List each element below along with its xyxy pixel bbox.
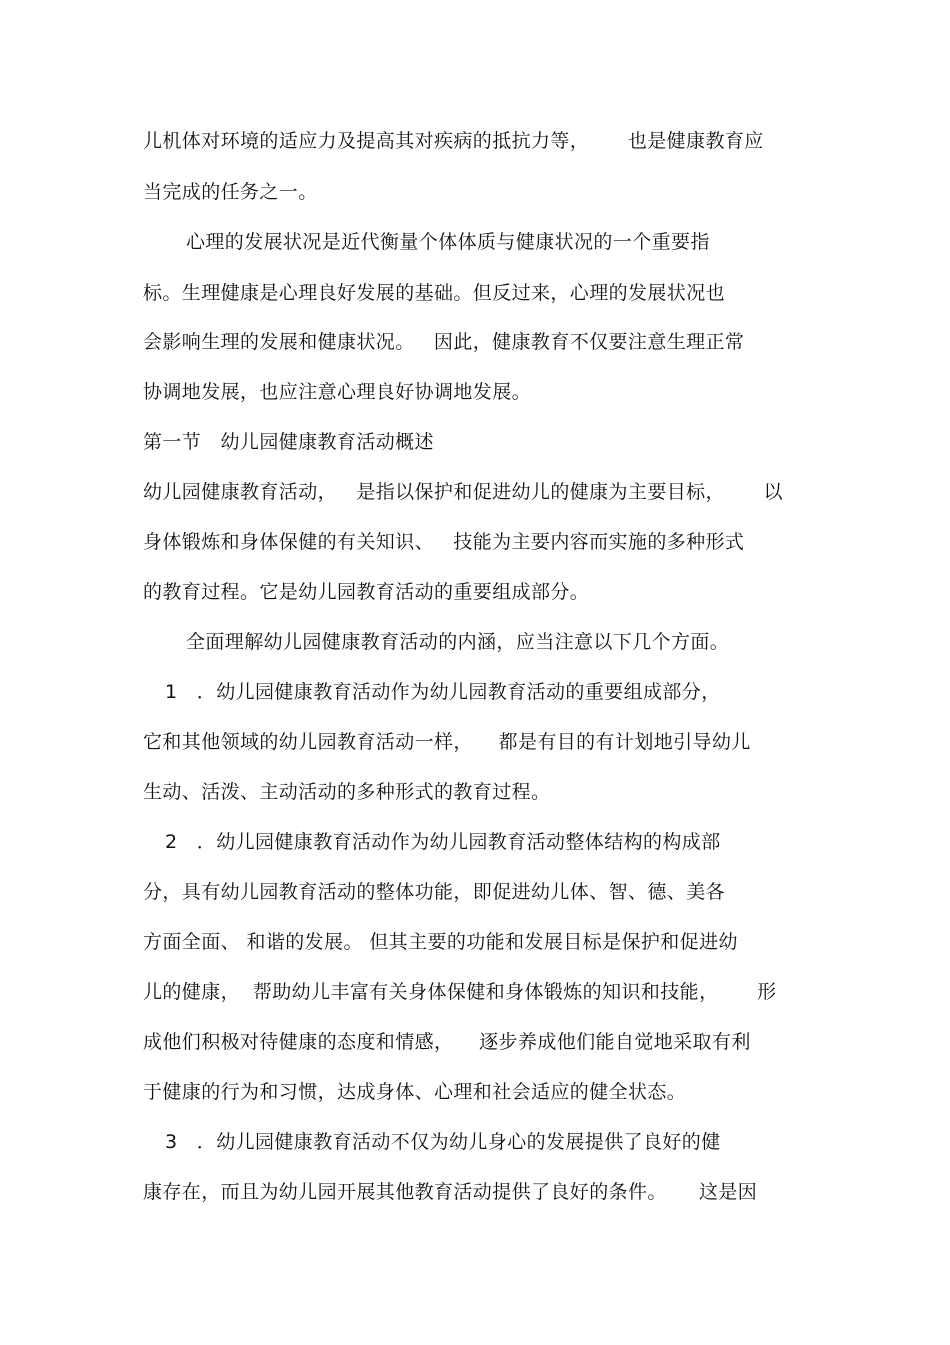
- paragraph-first-line: 全面理解幼儿园健康教育活动的内涵，应当注意以下几个方面。: [186, 631, 730, 653]
- numbered-item-2: 2 ．幼儿园健康教育活动作为幼儿园教育活动整体结构的构成部: [165, 831, 721, 853]
- text-line: 分，具有幼儿园教育活动的整体功能，即促进幼儿体、智、德、美各: [143, 881, 726, 903]
- numbered-item-3: 3 ．幼儿园健康教育活动不仅为幼儿身心的发展提供了良好的健: [165, 1131, 721, 1153]
- paragraph-first-line: 心理的发展状况是近代衡量个体体质与健康状况的一个重要指: [186, 231, 710, 253]
- text-line: 标。生理健康是心理良好发展的基础。但反过来，心理的发展状况也: [143, 282, 726, 304]
- text-line: 当完成的任务之一。: [143, 181, 318, 203]
- text-line: 方面全面、 和谐的发展。 但其主要的功能和发展目标是保护和促进幼: [143, 931, 738, 953]
- numbered-item-1: 1 ．幼儿园健康教育活动作为幼儿园教育活动的重要组成部分，: [165, 681, 721, 703]
- text-line: 成他们积极对待健康的态度和情感， 逐步养成他们能自觉地采取有利: [143, 1031, 751, 1053]
- section-heading: 第一节 幼儿园健康教育活动概述: [143, 431, 434, 453]
- text-line: 会影响生理的发展和健康状况。 因此，健康教育不仅要注意生理正常: [143, 331, 745, 353]
- text-line: 儿的健康， 帮助幼儿丰富有关身体保健和身体锻炼的知识和技能， 形: [143, 981, 777, 1003]
- text-line: 幼儿园健康教育活动， 是指以保护和促进幼儿的健康为主要目标， 以: [143, 481, 783, 503]
- text-line: 的教育过程。它是幼儿园教育活动的重要组成部分。: [143, 581, 590, 603]
- text-line: 协调地发展，也应注意心理良好协调地发展。: [143, 381, 532, 403]
- text-line: 于健康的行为和习惯，达成身体、心理和社会适应的健全状态。: [143, 1081, 687, 1103]
- text-line: 它和其他领域的幼儿园教育活动一样， 都是有目的有计划地引导幼儿: [143, 731, 751, 753]
- text-line: 生动、活泼、主动活动的多种形式的教育过程。: [143, 781, 551, 803]
- text-line: 儿机体对环境的适应力及提高其对疾病的抵抗力等， 也是健康教育应: [143, 130, 764, 152]
- text-line: 康存在，而且为幼儿园开展其他教育活动提供了良好的条件。 这是因: [143, 1181, 758, 1203]
- text-line: 身体锻炼和身体保健的有关知识、 技能为主要内容而实施的多种形式: [143, 531, 745, 553]
